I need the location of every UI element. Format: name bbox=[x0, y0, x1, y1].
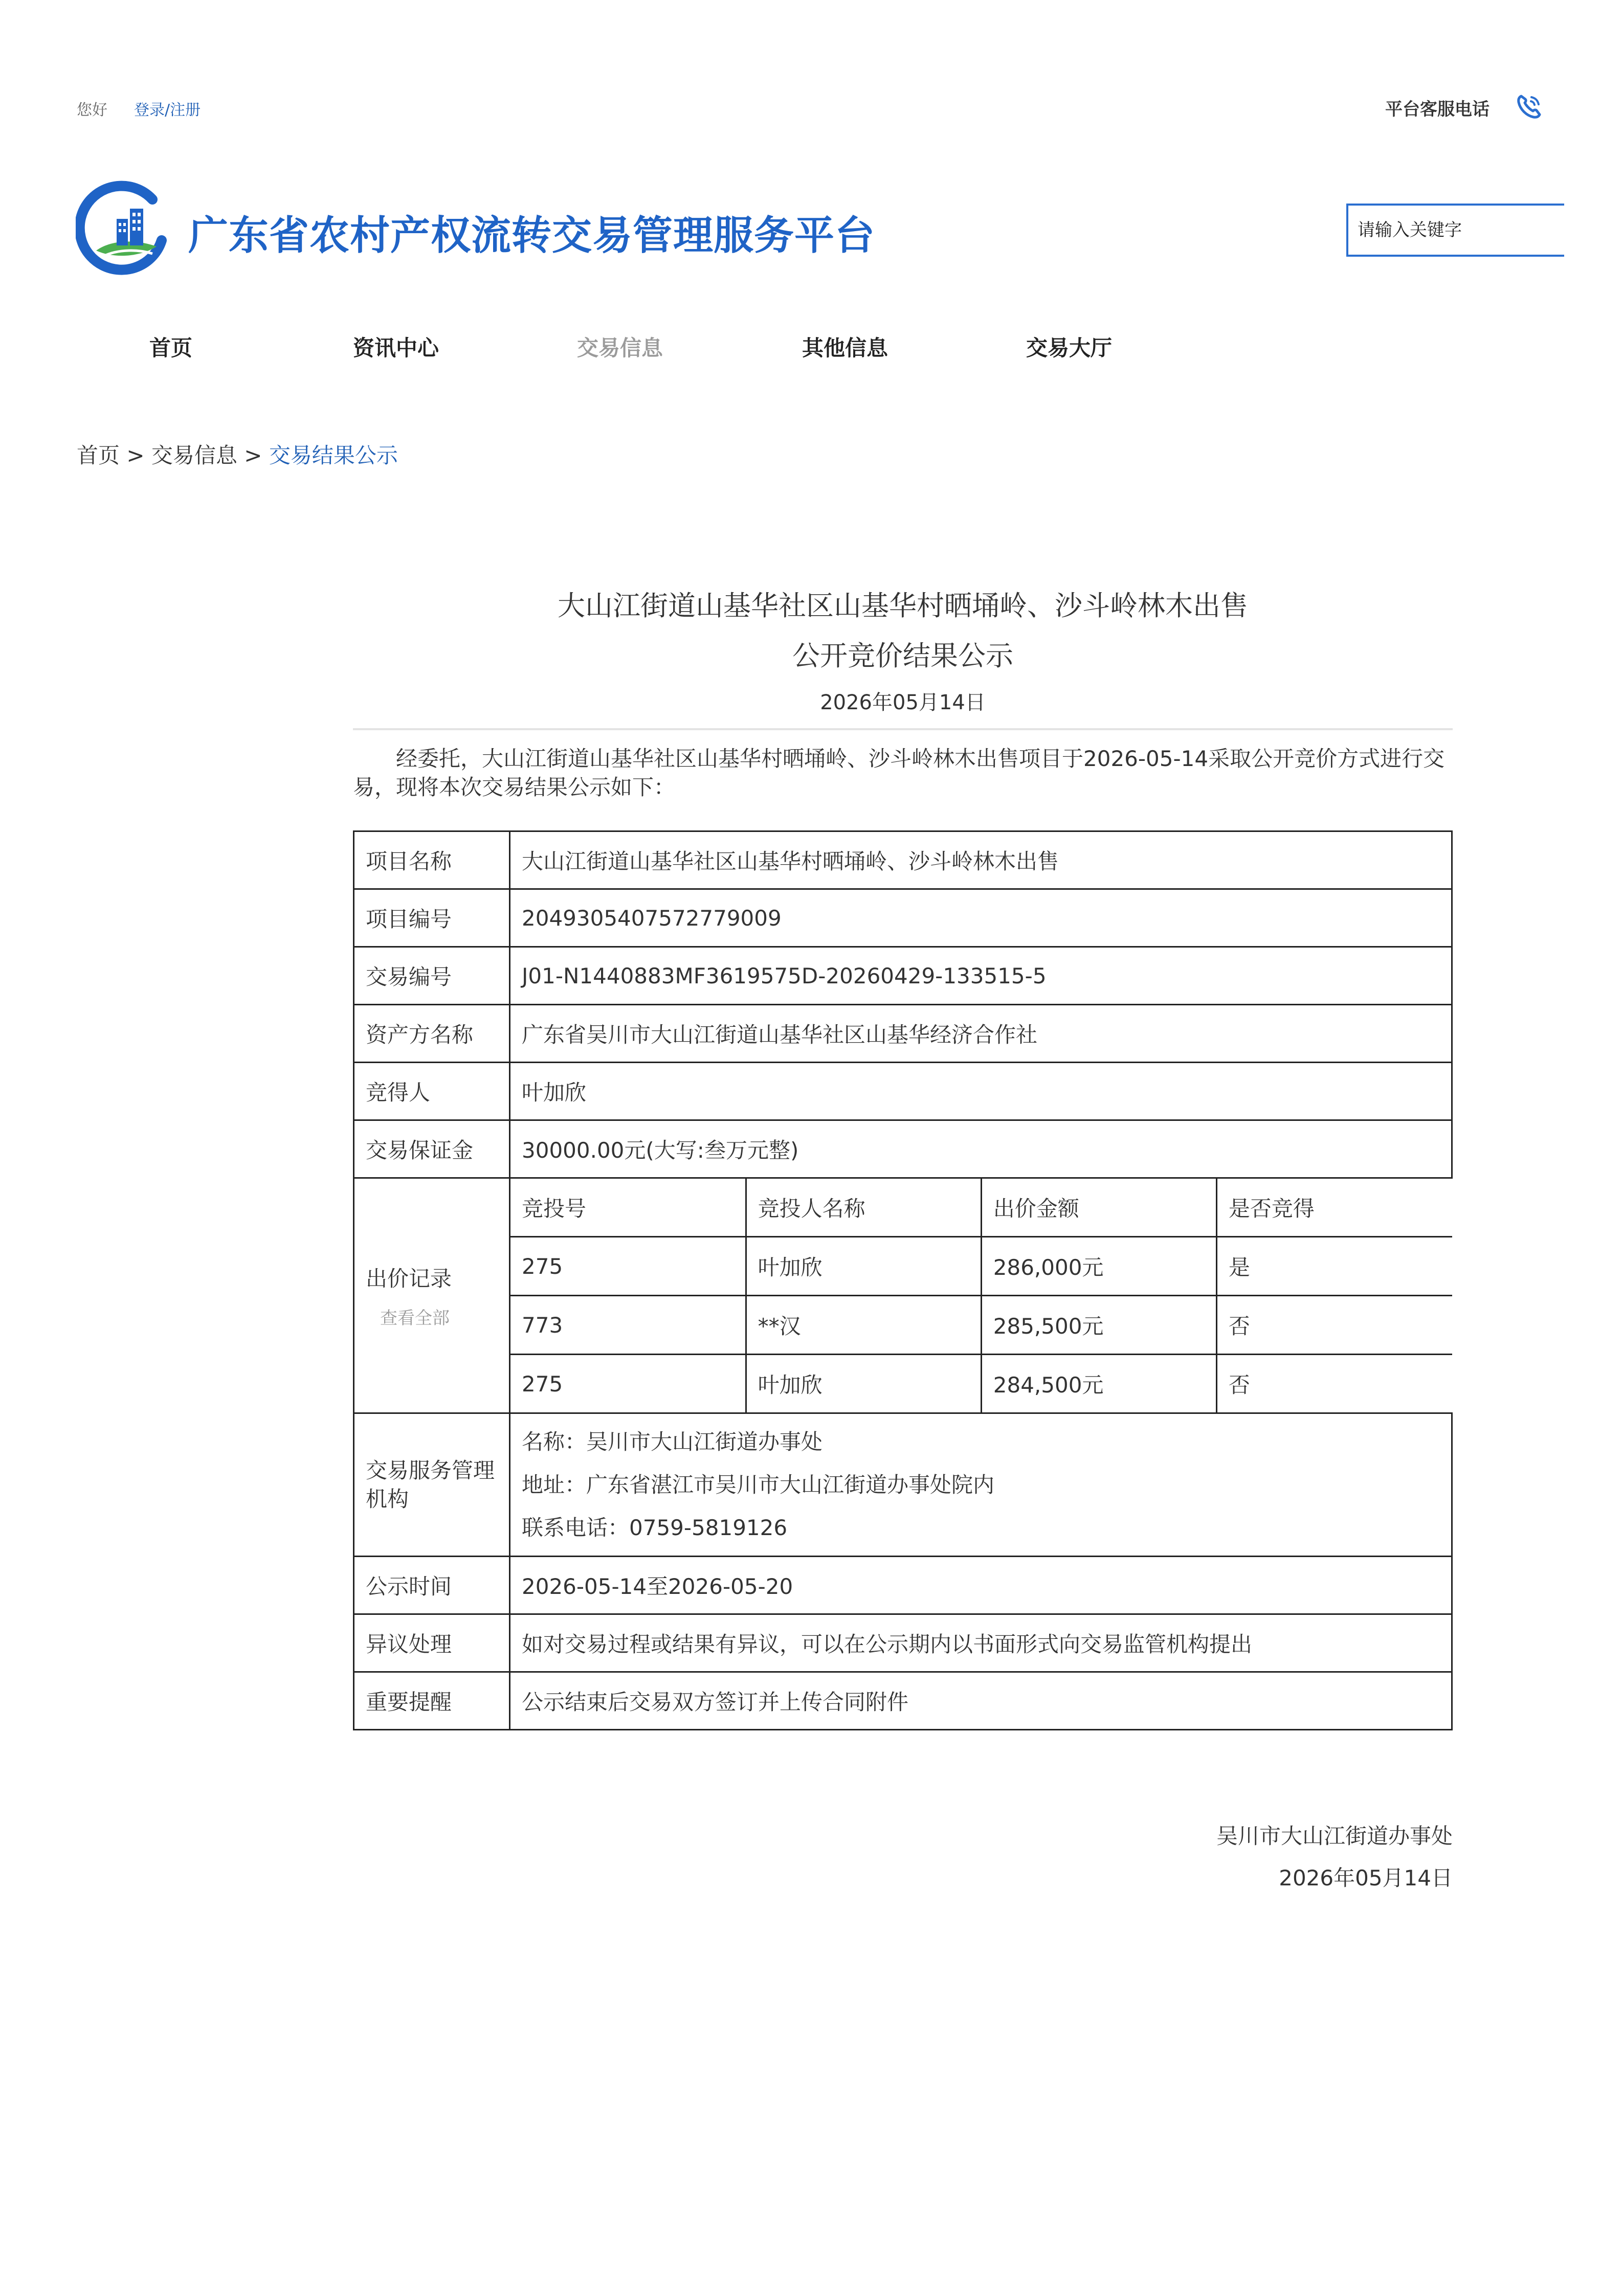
org-cell bbox=[510, 1413, 1452, 1557]
bid-cell-won: 否 bbox=[1216, 1355, 1452, 1413]
nav-item-trade-info[interactable]: 交易信息 bbox=[577, 335, 663, 361]
nav-item-news[interactable]: 资讯中心 bbox=[353, 335, 439, 361]
bid-header-cell: 是否竞得 bbox=[1216, 1179, 1452, 1237]
row-label: 项目编号 bbox=[354, 889, 510, 947]
row-label: 重要提醒 bbox=[354, 1672, 510, 1730]
breadcrumb-separator: > bbox=[237, 443, 269, 468]
signature-org: 吴川市大山江街道办事处 bbox=[1216, 1824, 1453, 1849]
table-row bbox=[354, 1614, 1452, 1672]
row-value: J01-N1440883MF3619575D-20260429-133515-5 bbox=[510, 947, 1452, 1005]
org-phone: 联系电话：0759-5819126 bbox=[522, 1515, 788, 1540]
org-address: 地址：广东省湛江市吴川市大山江街道办事处院内 bbox=[522, 1472, 995, 1497]
row-label: 项目名称 bbox=[354, 831, 510, 889]
table-row bbox=[354, 1557, 1452, 1614]
row-value: 大山江街道山基华社区山基华村晒埇岭、沙斗岭林木出售 bbox=[510, 831, 1452, 889]
row-value: 公示结束后交易双方签订并上传合同附件 bbox=[510, 1672, 1452, 1730]
org-row bbox=[354, 1413, 1452, 1557]
bid-header-cell: 竞投号 bbox=[510, 1179, 746, 1237]
notice-title-line1: 大山江街道山基华社区山基华村晒埇岭、沙斗岭林木出售 bbox=[558, 590, 1248, 622]
bid-cell-number: 773 bbox=[510, 1296, 746, 1355]
bid-table bbox=[510, 1179, 1452, 1412]
notice-date: 2026年05月14日 bbox=[820, 691, 986, 714]
bid-cell-amount: 286,000元 bbox=[981, 1237, 1216, 1296]
row-label: 资产方名称 bbox=[354, 1005, 510, 1063]
bid-header-cell: 出价金额 bbox=[981, 1179, 1216, 1237]
signature-date: 2026年05月14日 bbox=[1279, 1865, 1453, 1890]
bid-cell-bidder: 叶加欣 bbox=[746, 1237, 981, 1296]
breadcrumb-section[interactable]: 交易信息 bbox=[151, 443, 237, 468]
notice-intro: 经委托，大山江街道山基华社区山基华村晒埇岭、沙斗岭林木出售项目于2026-05-14采取公开竞价方式进行交易，现将本次交易结果公示如下： bbox=[353, 746, 1445, 800]
phone-icon[interactable] bbox=[1514, 92, 1544, 122]
bid-record-cell bbox=[510, 1178, 1452, 1413]
bid-cell-won: 否 bbox=[1216, 1296, 1452, 1355]
result-table bbox=[353, 830, 1453, 1730]
row-value: 2026-05-14至2026-05-20 bbox=[510, 1557, 1452, 1614]
divider bbox=[353, 728, 1453, 730]
table-row bbox=[354, 831, 1452, 889]
row-value: 广东省吴川市大山江街道山基华社区山基华经济合作社 bbox=[510, 1005, 1452, 1063]
bid-cell-won: 是 bbox=[1216, 1237, 1452, 1296]
table-row bbox=[354, 889, 1452, 947]
bid-cell-number: 275 bbox=[510, 1237, 746, 1296]
row-label bbox=[354, 1178, 510, 1413]
row-label: 异议处理 bbox=[354, 1614, 510, 1672]
breadcrumb-home[interactable]: 首页 bbox=[77, 443, 120, 468]
bid-row bbox=[510, 1237, 1452, 1296]
bid-cell-bidder: **汉 bbox=[746, 1296, 981, 1355]
row-label: 交易服务管理机构 bbox=[354, 1413, 510, 1557]
row-value: 叶加欣 bbox=[510, 1063, 1452, 1120]
nav-item-home[interactable]: 首页 bbox=[149, 335, 193, 361]
bid-record-label: 出价记录 bbox=[366, 1266, 452, 1291]
search-input[interactable] bbox=[1348, 206, 1564, 255]
login-register-link[interactable]: 登录/注册 bbox=[134, 101, 201, 119]
row-value: 30000.00元(大写:叁万元整) bbox=[510, 1120, 1452, 1178]
platform-logo[interactable] bbox=[76, 179, 173, 276]
bid-cell-amount: 285,500元 bbox=[981, 1296, 1216, 1355]
bid-header-row bbox=[510, 1179, 1452, 1237]
bid-row bbox=[510, 1355, 1452, 1413]
nav-item-trading-hall[interactable]: 交易大厅 bbox=[1026, 335, 1113, 361]
row-label: 竞得人 bbox=[354, 1063, 510, 1120]
row-value: 2049305407572779009 bbox=[510, 889, 1452, 947]
table-row bbox=[354, 1672, 1452, 1730]
table-row bbox=[354, 1120, 1452, 1178]
bid-record-row bbox=[354, 1178, 1452, 1413]
bid-row bbox=[510, 1296, 1452, 1355]
breadcrumb-current: 交易结果公示 bbox=[269, 443, 398, 468]
bid-cell-amount: 284,500元 bbox=[981, 1355, 1216, 1413]
notice-title-line2: 公开竞价结果公示 bbox=[792, 640, 1013, 672]
row-label: 公示时间 bbox=[354, 1557, 510, 1614]
table-row bbox=[354, 1005, 1452, 1063]
nav-item-other-info[interactable]: 其他信息 bbox=[802, 335, 888, 361]
bid-cell-number: 275 bbox=[510, 1355, 746, 1413]
site-title: 广东省农村产权流转交易管理服务平台 bbox=[188, 213, 876, 259]
view-all-link[interactable]: 查看全部 bbox=[380, 1308, 450, 1329]
table-row bbox=[354, 947, 1452, 1005]
row-label: 交易保证金 bbox=[354, 1120, 510, 1178]
breadcrumb bbox=[77, 439, 398, 469]
hotline-label: 平台客服电话 bbox=[1385, 99, 1489, 120]
org-name: 名称：吴川市大山江街道办事处 bbox=[522, 1429, 823, 1454]
row-value: 如对交易过程或结果有异议，可以在公示期内以书面形式向交易监管机构提出 bbox=[510, 1614, 1452, 1672]
breadcrumb-separator: > bbox=[120, 443, 151, 468]
row-label: 交易编号 bbox=[354, 947, 510, 1005]
table-row bbox=[354, 1063, 1452, 1120]
bid-cell-bidder: 叶加欣 bbox=[746, 1355, 981, 1413]
bid-header-cell: 竞投人名称 bbox=[746, 1179, 981, 1237]
search-box[interactable] bbox=[1346, 204, 1564, 257]
greeting-text: 您好 bbox=[77, 101, 107, 119]
